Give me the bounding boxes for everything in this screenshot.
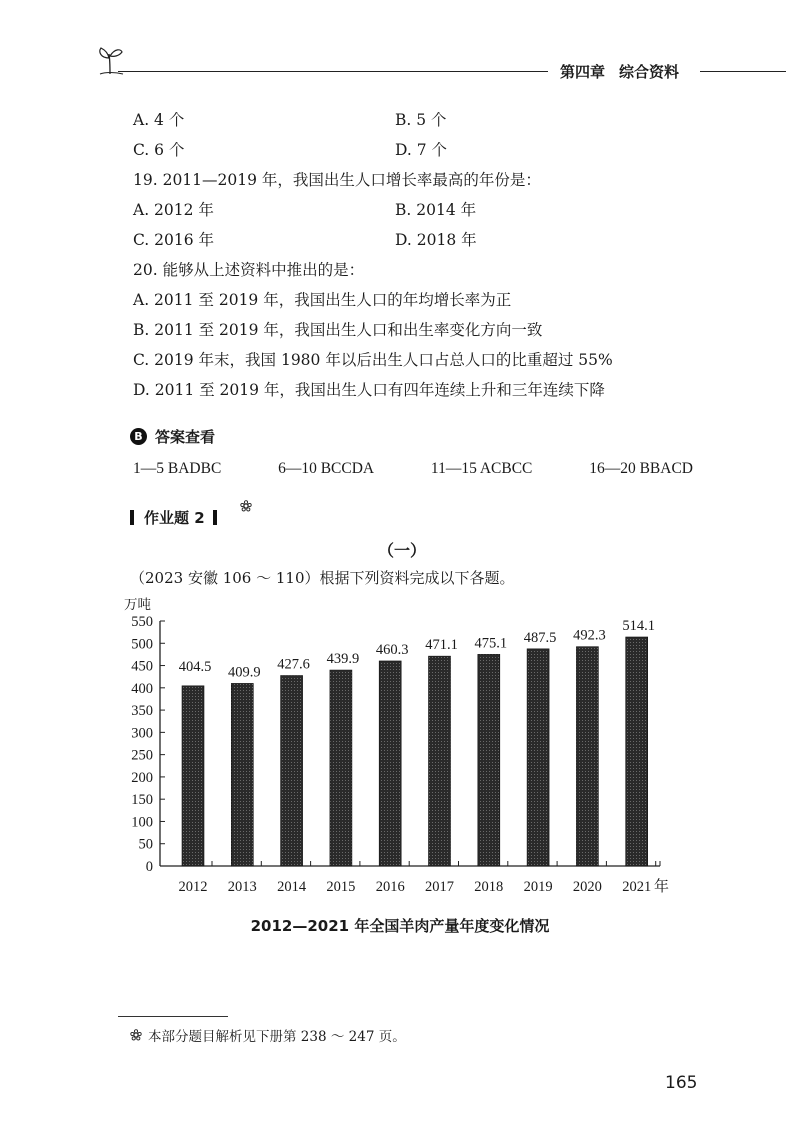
flower-footnote-icon: [130, 1029, 142, 1041]
bar-value-label: 427.6: [277, 656, 310, 673]
footnote: [130, 1025, 406, 1045]
bar: [478, 654, 500, 866]
footnote-rule: [118, 1016, 228, 1017]
x-axis-unit-label: 年: [654, 877, 670, 895]
y-tick-label: 400: [131, 680, 153, 697]
q18-option-c: C. 6 个: [133, 141, 185, 159]
answer-group: 11—15 ACBCC: [430, 460, 533, 477]
bar-value-label: 409.9: [227, 664, 261, 681]
y-tick-label: 350: [131, 703, 153, 720]
q18-option-a: A. 4 个: [133, 111, 185, 129]
x-tick-label: 2013: [227, 879, 257, 895]
x-tick-label: 2016: [375, 879, 405, 895]
y-tick-label: 200: [131, 769, 153, 786]
y-tick-label: 500: [131, 636, 153, 653]
q19-option-d: D. 2018 年: [395, 231, 477, 249]
bar: [330, 670, 352, 866]
x-tick-label: 2020: [572, 879, 602, 895]
bar-value-label: 439.9: [326, 651, 360, 668]
x-tick-label: 2015: [326, 879, 356, 895]
bar: [379, 661, 401, 866]
y-tick-label: 450: [131, 658, 153, 675]
bar: [576, 647, 598, 866]
y-tick-label: 100: [131, 814, 153, 831]
answer-check-title: 答案查看: [155, 428, 216, 446]
chart-title: 2012—2021 年全国羊肉产量年度变化情况: [250, 917, 550, 935]
y-tick-label: 550: [131, 614, 153, 630]
q18-option-b: B. 5 个: [395, 111, 447, 129]
y-tick-label: 300: [131, 725, 153, 742]
bar-value-label: 492.3: [573, 627, 606, 644]
section-label: 综合资料: [619, 63, 680, 81]
x-tick-label: 2021: [622, 879, 652, 895]
bar-value-label: 404.5: [178, 658, 212, 675]
bar: [626, 637, 648, 866]
y-tick-label: 150: [131, 792, 153, 809]
q19-option-c: C. 2016 年: [133, 231, 215, 249]
bar-value-label: 471.1: [425, 637, 458, 654]
material-intro: （2023 安徽 106 ～ 110）根据下列资料完成以下各题。: [130, 569, 515, 587]
bar: [231, 683, 253, 866]
q20-stem: 20. 能够从上述资料中推出的是：: [133, 261, 365, 279]
bar: [182, 686, 204, 866]
bar-value-label: 460.3: [375, 641, 409, 658]
q20-option-c: C. 2019 年末，我国 1980 年以后出生人口占总人口的比重超过 55%: [133, 351, 613, 369]
q20-option-b: B. 2011 至 2019 年，我国出生人口和出生率变化方向一致: [133, 321, 543, 339]
homework-title: 作业题 2: [144, 509, 205, 527]
answer-group: 16—20 BBACD: [589, 460, 693, 477]
q18-option-d: D. 7 个: [395, 141, 448, 159]
answer-badge-icon: B: [130, 428, 147, 445]
x-tick-label: 2014: [277, 879, 307, 895]
chapter-label: 第四章: [560, 63, 606, 81]
bar: [527, 649, 549, 866]
bar: [429, 656, 451, 866]
footnote-text: 本部分题目解析见下册第 238 ～ 247 页。: [148, 1029, 406, 1045]
q20-option-d: D. 2011 至 2019 年，我国出生人口有四年连续上升和三年连续下降: [133, 381, 605, 399]
q19-option-b: B. 2014 年: [395, 201, 477, 219]
y-tick-label: 50: [138, 836, 153, 853]
section-number: （一）: [378, 541, 427, 560]
x-tick-label: 2019: [523, 879, 553, 895]
q19-option-a: A. 2012 年: [133, 201, 214, 219]
q19-stem: 19. 2011—2019 年，我国出生人口增长率最高的年份是：: [133, 171, 541, 189]
bar-value-label: 475.1: [474, 635, 508, 652]
q20-option-a: A. 2011 至 2019 年，我国出生人口的年均增长率为正: [133, 291, 512, 309]
x-tick-label: 2017: [425, 879, 454, 895]
x-tick-label: 2018: [474, 879, 504, 895]
y-tick-label: 250: [131, 747, 153, 764]
y-axis-unit-label: 万吨: [124, 597, 151, 613]
bar-value-label: 487.5: [523, 629, 557, 646]
page-number: 165: [665, 1073, 698, 1093]
answer-group: 1—5 BADBC: [133, 460, 222, 477]
y-tick-label: 0: [145, 859, 153, 875]
bar-value-label: 514.1: [622, 617, 656, 634]
answer-group: 6—10 BCCDA: [278, 460, 375, 477]
x-tick-label: 2012: [178, 879, 208, 895]
bar: [281, 676, 303, 866]
